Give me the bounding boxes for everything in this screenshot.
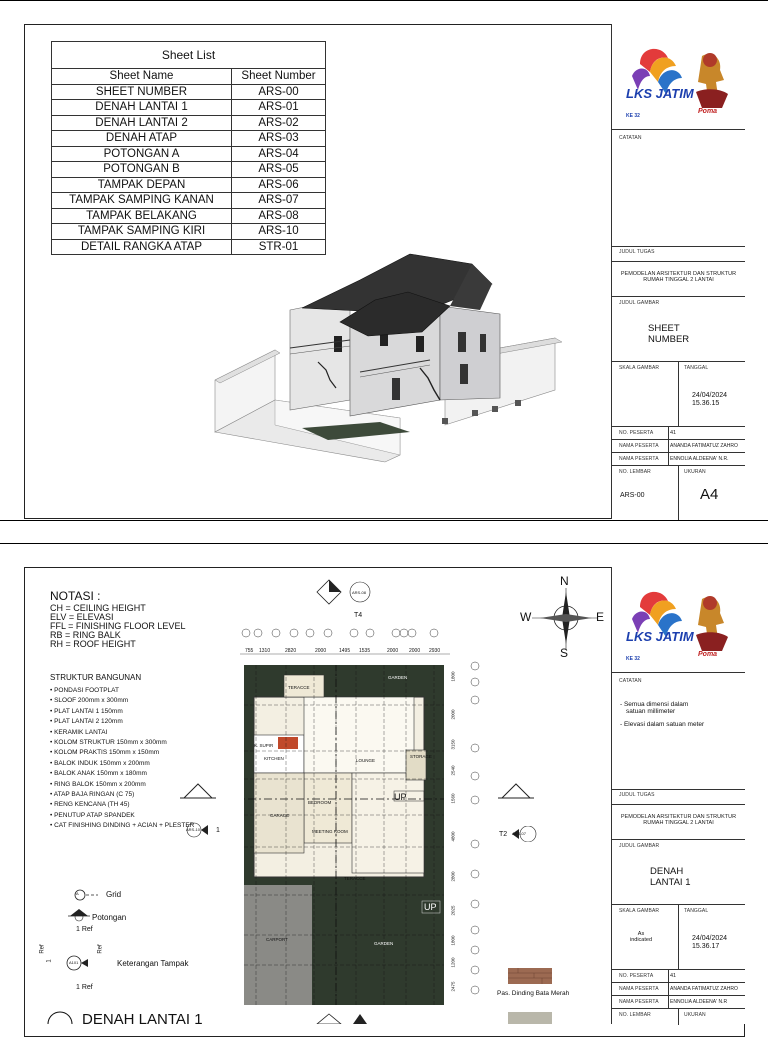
material-swatch-2-icon [508,1012,552,1024]
sheet-number-cell: ARS-10 [232,224,326,240]
list-item: • ATAP BAJA RINGAN (C 75) [50,791,135,799]
judul-tugas-line2: RUMAH TINGGAL 2 LANTAI [643,820,714,826]
sheet-number-cell: ARS-07 [232,193,326,209]
room-label: LOUNGE [356,758,376,763]
judul-gambar-line2: NUMBER [648,334,690,345]
nama-peserta-label: NAMA PESERTA [619,999,659,1005]
mascot-label: Poma [698,651,718,658]
dim-label: 2820 [285,648,297,654]
divider [612,261,745,262]
column-header-sheet-number: Sheet Number [232,69,326,85]
nama-peserta-cell-2 [612,452,745,465]
judul-gambar-label: JUDUL GAMBAR [619,300,660,306]
sheet-name-cell: TAMPAK SAMPING KANAN [52,193,232,209]
room-label: KITCHEN [264,756,284,761]
divider [678,905,679,970]
material-swatch-brick-icon [508,968,552,984]
skala-tanggal-cell [612,361,745,426]
judul-tugas-line2: RUMAH TINGGAL 2 LANTAI [643,277,714,283]
list-item: • PLAT LANTAI 2 120mm [50,718,123,726]
struktur-item: PLAT LANTAI 2 120mm [54,718,123,726]
no-lembar-cell [612,1008,745,1024]
nama-peserta-1: ANANDA FATIMATUZ ZAHRO [670,443,738,449]
sheet-number-cell: ARS-02 [232,115,326,131]
no-lembar-label: NO. LEMBAR [619,1012,651,1018]
marker-top-tag: ARS-08 [352,590,367,595]
dim-label: 2930 [429,648,441,654]
logo-text: LKS JATIM [626,629,694,644]
judul-tugas-label: JUDUL TUGAS [619,792,655,798]
list-item: • CAT FINISHING DINDING + ACIAN + PLESTER [50,822,195,830]
dim-label: 2000 [409,648,421,654]
divider [612,804,745,805]
notasi-item: ELV = ELEVASI [50,612,114,622]
sheet-name-cell: TAMPAK BELAKANG [52,208,232,224]
marker-right: T2 [499,831,508,838]
column-header-sheet-name: Sheet Name [52,69,232,85]
no-peserta-value: 41 [670,973,677,979]
marker-right-tag: ARS-07 [512,831,527,836]
room-label: GARAGE [270,813,290,818]
judul-gambar-value [650,866,690,888]
catatan-notes [620,701,704,728]
judul-gambar-line2: LANTAI 1 [650,877,691,888]
notasi-item: CH = CEILING HEIGHT [50,603,146,613]
catatan-cell [612,129,745,246]
dim-label: 2800 [450,871,456,882]
compass-e: E [596,610,605,624]
struktur-title: STRUKTUR BANGUNAN [50,673,142,682]
dim-label: 2475 [450,981,456,992]
dim-label: 1800 [450,671,456,682]
struktur-item: BALOK INDUK 150mm x 200mm [54,759,150,767]
view-marker-t4-icon [315,578,375,612]
nama-peserta-1: ANANDA FATIMATUZ ZAHRO [670,986,738,992]
no-peserta-label: NO. PESERTA [619,430,654,436]
dim-label: 3150 [450,739,456,750]
legend-ref-rotated-left: Ref [39,944,46,954]
legend-tampak-ref: 1 Ref [76,984,93,991]
judul-gambar-value [648,323,689,345]
material-label: Pas. Dinding Bata Merah [497,990,570,997]
ukuran-label: UKURAN [684,1012,706,1018]
nama-peserta-label: NAMA PESERTA [619,443,659,449]
sheet-name-cell: TAMPAK DEPAN [52,177,232,193]
compass-n: N [560,574,569,588]
skala-value [630,931,652,943]
dim-label: 2000 [387,648,399,654]
sheet-name-cell: DENAH ATAP [52,131,232,147]
judul-tugas-line1: PEMODELAN ARSITEKTUR DAN STRUKTUR [620,271,737,277]
list-item: • SLOOF 200mm x 300mm [50,697,129,705]
ukuran-value: A4 [700,486,719,503]
marker-top: T4 [354,612,363,619]
sheet-name-cell: TAMPAK SAMPING KIRI [52,224,232,240]
dim-label: 1495 [339,648,351,654]
sheet-name-cell: POTONGAN A [52,146,232,162]
marker-left-num: 1 [216,827,220,834]
notasi-item: FFL = FINISHING FLOOR LEVEL [50,621,186,631]
sheet-name-cell: SHEET NUMBER [52,84,232,100]
list-item: • PENUTUP ATAP SPANDEK [50,811,135,819]
grid-symbol-label: A [76,891,79,896]
right-dimensions [448,668,460,998]
sheet-number-cell: ARS-04 [232,146,326,162]
list-item: • PLAT LANTAI 1 150mm [50,707,123,715]
view-marker-t1-icon [315,1012,375,1024]
tanggal-label: TANGGAL [684,908,709,914]
logo-sub: KE 32 [626,113,640,119]
room-label: TERACCE [344,876,366,881]
nama-peserta-cell-1 [612,439,745,452]
room-label: GARDEN [374,941,394,946]
judul-tugas-label: JUDUL TUGAS [619,249,655,255]
struktur-item: PONDASI FOOTPLAT [54,687,119,694]
skala-value-2: indicated [630,937,653,943]
sheet-name-cell: POTONGAN B [52,162,232,178]
room-label: GARDEN [388,675,408,680]
judul-gambar-line1: DENAH [650,866,684,877]
judul-tugas-value [612,814,745,826]
floor-plan-drawing [244,665,444,1005]
judul-gambar-line1: SHEET [648,323,680,334]
dim-label: 1535 [359,648,371,654]
dim-label: 2025 [450,905,456,916]
nama-peserta-2: ENNOLIA ALDEENA' N.R. [670,456,729,462]
page-gap [0,520,768,544]
skala-value-1: As [637,931,645,937]
list-item: • RENG KENCANA (TH 45) [50,801,130,809]
struktur-item: KOLOM STRUKTUR 150mm x 300mm [54,739,167,747]
struktur-item: RENG KENCANA (TH 45) [54,801,130,809]
tanggal-time: 15.36.15 [692,400,720,407]
sheet-number-cell: ARS-00 [232,84,326,100]
room-label: TERACCE [288,685,310,690]
notasi-title: NOTASI : [50,589,101,603]
no-peserta-label: NO. PESERTA [619,973,654,979]
struktur-item: KERAMIK LANTAI [54,728,108,736]
judul-gambar-cell [612,839,745,904]
judul-tugas-cell [612,246,745,296]
list-item: • BALOK ANAK 150mm x 180mm [50,770,147,778]
plan-title-tag-icon [40,1010,80,1024]
dim-label: 4800 [450,831,456,842]
table-row [52,224,326,240]
list-item: • RING BALOK 150mm x 200mm [50,780,146,788]
dim-label: 1800 [450,935,456,946]
tanggal-date: 24/04/2024 [692,392,728,399]
dim-label: 1560 [450,793,456,804]
dim-label: 2000 [450,709,456,720]
catatan-note: satuan millimeter [626,708,676,715]
top-dimensions [245,648,445,658]
table-row [52,193,326,209]
title-block-ars-01 [611,567,745,1024]
no-lembar-cell [612,465,745,519]
tanggal-time: 15.36.17 [692,943,720,950]
no-lembar-value: ARS-00 [620,492,645,499]
sheet-number-cell: ARS-01 [232,100,326,116]
no-peserta-cell [612,426,745,439]
struktur-list [50,686,194,832]
nama-peserta-label: NAMA PESERTA [619,986,659,992]
catatan-label: CATATAN [619,678,642,684]
sheet-name-cell: DETAIL RANGKA ATAP [52,239,232,255]
title-block-ars-00 [611,24,745,519]
house-3d-render [210,250,570,470]
legend-potongan-ref: 1 Ref [76,926,93,933]
sheet-number-cell: ARS-03 [232,131,326,147]
judul-tugas-cell [612,789,745,839]
table-row [52,131,326,147]
legend-ref-num: 1 [46,959,53,963]
struktur-item: PENUTUP ATAP SPANDEK [54,811,135,819]
room-label: CARPORT [266,937,288,942]
dim-label: 755 [245,648,254,654]
table-row [52,84,326,100]
judul-gambar-cell [612,296,745,361]
compass-s: S [560,646,569,660]
list-item: • KOLOM STRUKTUR 150mm x 300mm [50,739,167,747]
tampak-tag: A101 [69,960,79,965]
no-lembar-label: NO. LEMBAR [619,469,651,475]
nama-peserta-2: ENNOLIA ALDEENA' N.R [670,999,728,1005]
divider [678,1009,679,1025]
table-row [52,100,326,116]
list-item: • PONDASI FOOTPLAT [50,687,119,694]
room-label: MEETING ROOM [312,829,348,834]
divider [678,466,679,520]
struktur-item: SLOOF 200mm x 300mm [54,697,129,705]
list-item: • KOLOM PRAKTIS 150mm x 150mm [50,749,160,757]
judul-tugas-value [612,271,745,283]
catatan-cell [612,672,745,789]
dim-label: 1200 [450,957,456,968]
struktur-item: BALOK ANAK 150mm x 180mm [54,770,147,778]
sheet-number-cell: ARS-08 [232,208,326,224]
sheet-number-cell: STR-01 [232,239,326,255]
notasi-item: RH = ROOF HEIGHT [50,639,136,649]
dim-label: 1310 [259,648,271,654]
dim-label: 2000 [315,648,327,654]
section-marker-left-icon [180,780,216,816]
grid-symbol-icon [70,885,100,905]
struktur-item: PLAT LANTAI 1 150mm [54,707,123,715]
struktur-item: ATAP BAJA RINGAN (C 75) [53,791,135,799]
no-peserta-cell [612,969,745,982]
legend-tampak: Keterangan Tampak [117,959,189,968]
legend-potongan: Potongan [92,913,127,922]
table-row [52,177,326,193]
tanggal-value [692,392,727,408]
table-row [52,115,326,131]
sheet-list-title: Sheet List [52,42,326,69]
divider [678,362,679,427]
marker-left-tag: ARS-10 [186,827,201,832]
sheet-name-cell: DENAH LANTAI 1 [52,100,232,116]
mascot-label: Poma [698,108,718,115]
nama-peserta-label: NAMA PESERTA [619,456,659,462]
catatan-note: - Elevasi dalam satuan meter [620,721,705,728]
grid-bubbles-right-icon [466,660,484,1000]
nama-peserta-cell-1 [612,982,745,995]
section-marker-right-icon [498,780,534,816]
sheet-name-cell: DENAH LANTAI 2 [52,115,232,131]
room-label: BEDROOM [308,800,332,805]
room-label: STORAGE [410,754,432,759]
notasi-item: RB = RING BALK [50,630,121,640]
potongan-symbol-icon [68,908,90,924]
notasi-list [50,604,185,649]
legend-ref-rotated-right: Ref [97,944,104,954]
table-row [52,146,326,162]
compass-w: W [520,610,532,624]
catatan-label: CATATAN [619,135,642,141]
skala-tanggal-cell [612,904,745,969]
no-peserta-value: 41 [670,430,677,436]
skala-label: SKALA GAMBAR [619,908,660,914]
ukuran-label: UKURAN [684,469,706,475]
page-top-rule [0,0,768,1]
catatan-note: - Semua dimensi dalam [620,701,689,708]
struktur-item: RING BALOK 150mm x 200mm [54,780,146,788]
stair-up-label: UP [424,902,437,912]
logo-sub: KE 32 [626,656,640,662]
tanggal-label: TANGGAL [684,365,709,371]
legend-grid: Grid [106,890,122,899]
struktur-item: CAT FINISHING DINDING + ACIAN + PLESTER [54,822,195,830]
table-row [52,208,326,224]
sheet-number-cell: ARS-06 [232,177,326,193]
skala-label: SKALA GAMBAR [619,365,660,371]
list-item: • KERAMIK LANTAI [50,728,108,736]
sheet-number-cell: ARS-05 [232,162,326,178]
nama-peserta-cell-2 [612,995,745,1008]
table-row [52,162,326,178]
plan-title: DENAH LANTAI 1 [82,1011,203,1028]
logo-text: LKS JATIM [626,86,694,101]
room-label: K. SUPIR [254,743,274,748]
sheet-list-table [51,41,326,255]
list-item: • BALOK INDUK 150mm x 200mm [50,759,150,767]
tanggal-value [692,935,727,951]
stair-up-label: UP [394,792,407,802]
judul-gambar-label: JUDUL GAMBAR [619,843,660,849]
dim-label: 2540 [450,765,456,776]
judul-tugas-line1: PEMODELAN ARSITEKTUR DAN STRUKTUR [620,814,737,820]
tanggal-date: 24/04/2024 [692,935,728,942]
struktur-item: KOLOM PRAKTIS 150mm x 150mm [54,749,160,757]
